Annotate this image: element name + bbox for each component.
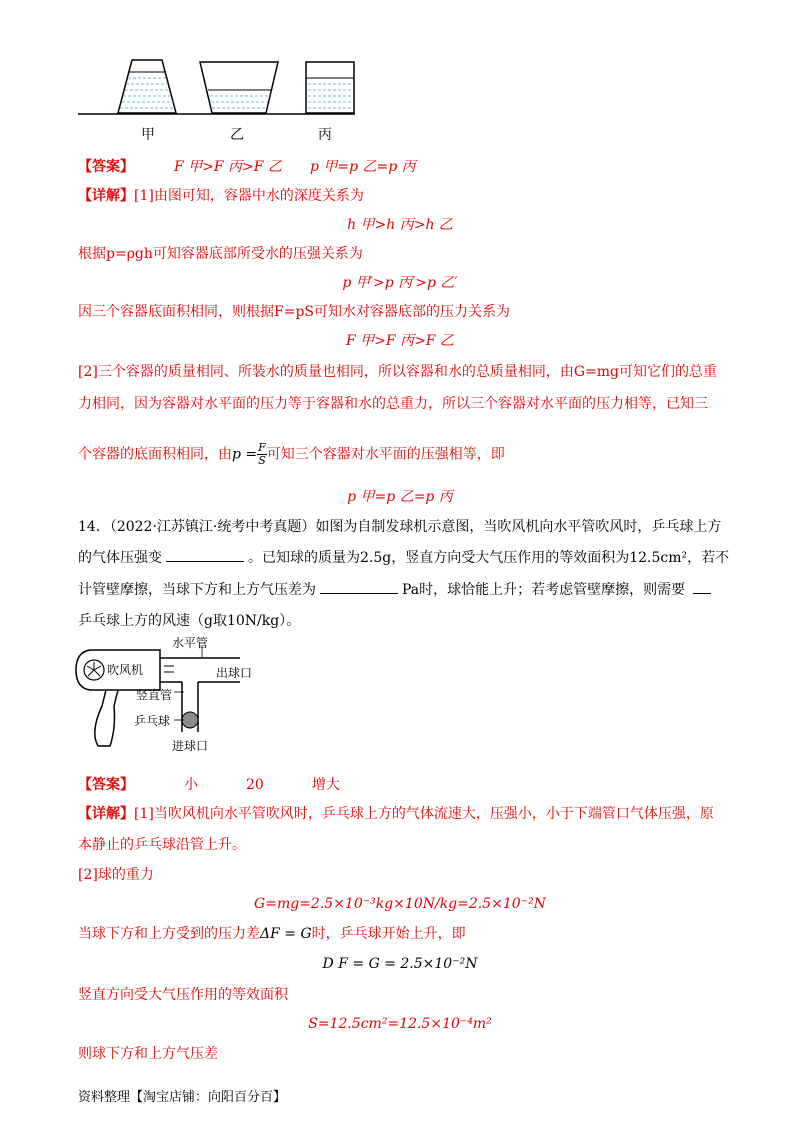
q13-line5: 力相同，因为容器对水平面的压力等于容器和水的总重力，所以三个容器对水平面的压力相等，已知三 [78,396,708,412]
label-yi: 乙 [230,127,244,143]
fig-label-blower: 吹风机 [107,663,144,677]
q13-eq2: p 甲′>p 丙′>p 乙′ [342,275,458,291]
fan-icon [84,660,104,680]
container-yi [200,62,278,113]
q14-detail-line4: 当球下方和上方受到的压力差ΔF = G时，乒乓球开始上升，即 [78,926,466,942]
q14-detail-line5: 竖直方向受大气压作用的等效面积 [78,987,288,1003]
q14-detail-line3: [2]球的重力 [78,867,154,883]
footer-source: 资料整理【淘宝店铺：向阳百分百】 [78,1090,287,1105]
q14-eq1: G=mg=2.5×10⁻³kg×10N/kg=2.5×10⁻²N [254,896,546,912]
label-bing: 丙 [318,127,332,143]
answer-blank-2[interactable] [320,581,398,594]
q13-line4: [2]三个容器的质量相同、所装水的质量也相同，所以容器和水的总质量相同，由G=mg可知它们的总重 [78,364,717,380]
q13-line6: 个容器的底面积相同，由p = $\frac{F}{S}$ 可知三个容器对水平面的压强相等，即 [78,441,505,467]
q14-question-line4: 乒乓球上方的风速（g取10N/kg）。 [78,613,301,629]
q14-question-line1: 14．（2022·江苏镇江·统考中考真题）如图为自制发球机示意图，当吹风机向水平管吹风时，乒乓球上方 [78,519,722,535]
q13-answer: 【答案】 F 甲>F 丙>F 乙 p 甲=p 乙=p 丙 [78,159,416,175]
fig-label-vertical-pipe: 竖直管 [136,688,173,702]
fig-label-inlet: 进球口 [172,739,209,753]
q13-eq1: h 甲>h 丙>h 乙 [347,217,453,233]
ping-pong-ball [182,712,198,728]
q14-detail-line6: 则球下方和上方气压差 [78,1046,218,1062]
fig-label-ball: 乒乓球 [134,714,171,728]
q14-eq3: S=12.5cm²=12.5×10⁻⁴m² [308,1016,492,1032]
q14-eq2: D F = G = 2.5×10⁻²N [322,956,478,972]
q14-detail-line1: 【详解】[1]当吹风机向水平管吹风时，乒乓球上方的气体流速大，压强小，小于下端管口气体压强，原 [78,806,714,822]
q13-detail-line1: 【详解】[1]由图可知，容器中水的深度关系为 [78,188,364,204]
container-bing [306,62,354,113]
q14-detail-line2: 本静止的乒乓球沿管上升。 [78,837,246,853]
q13-eq4: p 甲=p 乙=p 丙 [347,489,453,505]
fraction-f-over-s: $\frac{F}{S}$ [258,441,266,467]
q13-line3: 因三个容器底面积相同，则根据F=pS可知水对容器底部的压力关系为 [78,304,510,320]
answer-blank-1[interactable] [166,549,244,562]
q14-answer: 【答案】 小 20 增大 [78,777,340,793]
fig-label-outlet: 出球口 [216,666,253,680]
label-jia: 甲 [141,127,155,143]
q13-line2: 根据p=ρgh可知容器底部所受水的压强关系为 [78,246,363,262]
answer-blank-3[interactable] [693,581,711,594]
q13-eq3: F 甲>F 丙>F 乙 [346,333,454,349]
q14-question-line2: 的气体压强变 。已知球的质量为2.5g，竖直方向受大气压作用的等效面积为12.5cm²，若不 [78,550,730,566]
fig-label-horizontal-pipe: 水平管 [172,636,209,650]
container-jia [118,60,176,113]
q14-question-line3: 计管壁摩擦，当球下方和上方气压差为 Pa时，球恰能上升；若考虑管壁摩擦，则需要 [78,581,711,599]
